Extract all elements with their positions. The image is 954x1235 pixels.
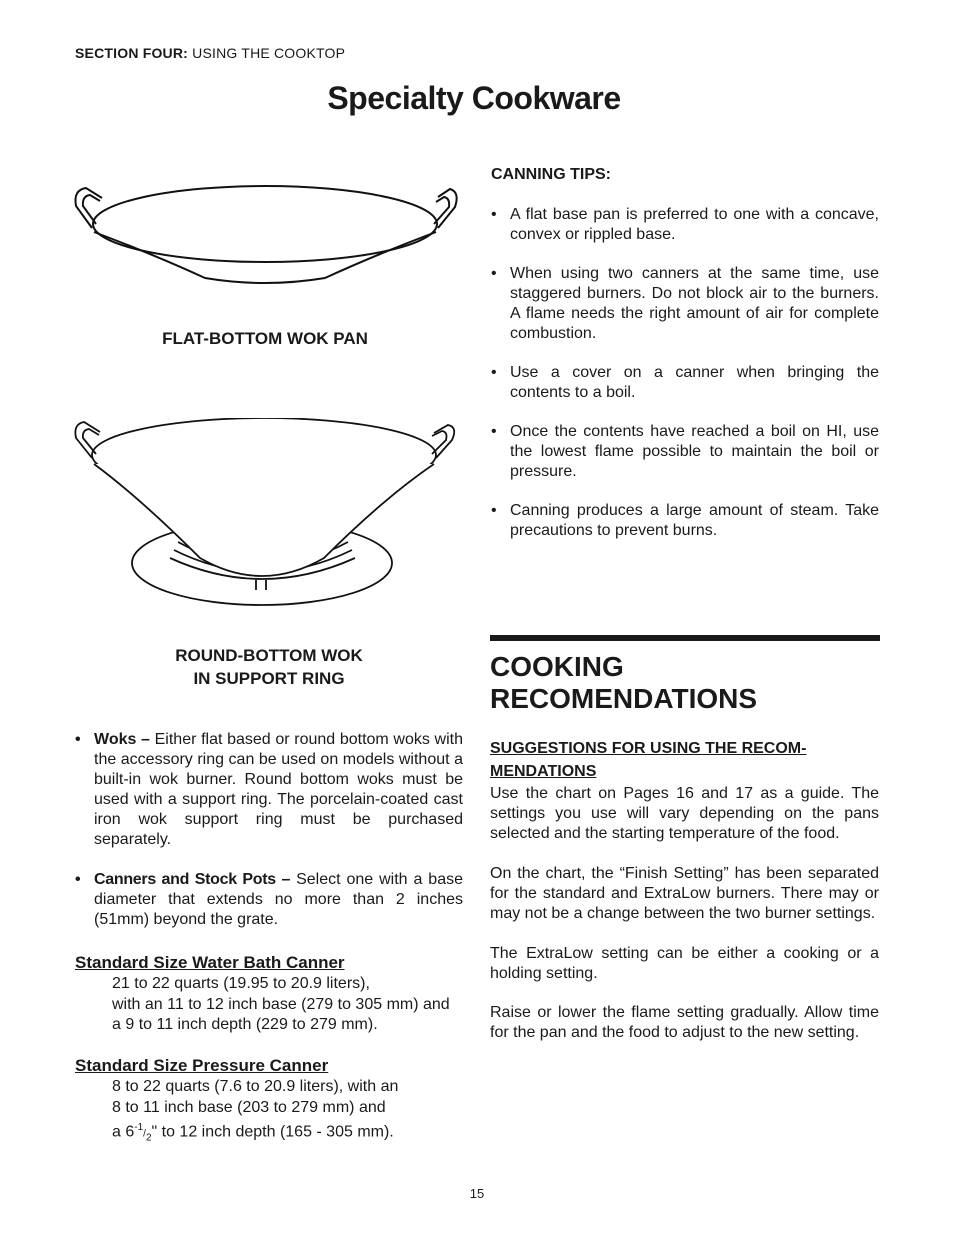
spec-text: a 6 <box>112 1123 135 1141</box>
suggestions-heading <box>490 737 806 783</box>
heading-line: MENDATIONS <box>490 763 597 780</box>
canning-tips-list <box>491 205 879 541</box>
canning-tips-heading: CANNING TIPS: <box>491 166 611 183</box>
round-bottom-wok-illustration <box>70 418 470 608</box>
cookware-bullet-list <box>75 730 463 930</box>
bullet-text: Either flat based or round bottom woks with the accessory ring can be used on models without a built-in wok burner. Round bottom woks must be used with a support ring. The porcelain-coated cast iron wok support ring must be purchased separately. <box>94 731 463 848</box>
list-item: • A flat base pan is preferred to one with a concave, convex or rippled base. <box>491 205 879 245</box>
spec-line: 8 to 11 inch base (203 to 279 mm) and <box>112 1098 386 1116</box>
spec-line: a 9 to 11 inch depth (229 to 279 mm). <box>112 1016 378 1033</box>
paragraph: Raise or lower the flame setting gradually. Allow time for the pan and the food to adjust to the new setting. <box>490 1004 879 1041</box>
section-divider <box>490 635 880 641</box>
title-line: RECOMENDATIONS <box>490 683 758 714</box>
spec-line: 21 to 22 quarts (19.95 to 20.9 liters), <box>112 975 370 992</box>
list-item <box>75 870 463 930</box>
bullet-lead: Woks – <box>94 731 150 748</box>
paragraph: Use the chart on Pages 16 and 17 as a guide. The settings you use will vary depending on the pans selected and the starting temperature of the food. <box>490 785 879 842</box>
spec-line: with an 11 to 12 inch base (279 to 305 mm) and <box>112 995 450 1013</box>
flat-bottom-wok-illustration <box>70 180 470 290</box>
bullet-lead: Canners and Stock Pots – <box>94 871 291 888</box>
list-item: • Once the contents have reached a boil on HI, use the lowest flame possible to maintain the boil or pressure. <box>491 422 879 482</box>
list-item <box>75 730 463 850</box>
section-header <box>75 45 345 61</box>
recommendations-body <box>490 784 879 1043</box>
round-wok-caption-line1: ROUND-BOTTOM WOK <box>175 646 363 665</box>
spec-text: " to 12 inch depth (165 - 305 mm). <box>151 1123 394 1141</box>
flat-wok-caption: FLAT-BOTTOM WOK PAN <box>162 329 368 348</box>
round-wok-caption <box>120 644 418 690</box>
round-wok-caption-line2: IN SUPPORT RING <box>193 669 345 688</box>
page-number: 15 <box>469 1186 485 1201</box>
pressure-canner-specs <box>112 1077 472 1149</box>
page-title: Specialty Cookware <box>327 80 621 116</box>
fraction-slash: / <box>143 1128 146 1140</box>
spec-line <box>112 1118 472 1149</box>
fraction-numerator: -1 <box>134 1122 144 1133</box>
section-name: USING THE COOKTOP <box>188 45 346 61</box>
list-item: • Use a cover on a canner when bringing the contents to a boil. <box>491 363 879 403</box>
bullet-text: Select one with a base diameter that extends no more than 2 inches (51mm) beyond the grate. <box>94 871 463 928</box>
list-item: • Canning produces a large amount of steam. Take precautions to prevent burns. <box>491 501 879 541</box>
list-item: • When using two canners at the same time, use staggered burners. Do not block air to the burners. A flame needs the right amount of air for complete combustion. <box>491 264 879 344</box>
section-label: SECTION FOUR: <box>75 45 189 61</box>
heading-line: SUGGESTIONS FOR USING THE RECOM- <box>490 740 807 757</box>
paragraph: On the chart, the “Finish Setting” has been separated for the standard and ExtraLow burners. There may or may not be a change between the two burner settings. <box>490 865 879 922</box>
water-bath-specs <box>112 974 472 1036</box>
title-line: COOKING <box>490 651 624 682</box>
fraction-denominator: 2 <box>145 1132 152 1144</box>
paragraph: The ExtraLow setting can be either a cooking or a holding setting. <box>490 945 879 982</box>
pressure-canner-heading: Standard Size Pressure Canner <box>75 1056 329 1075</box>
cooking-recommendations-title <box>490 651 757 715</box>
spec-line: 8 to 22 quarts (7.6 to 20.9 liters), with an <box>112 1078 399 1095</box>
water-bath-heading: Standard Size Water Bath Canner <box>75 953 345 972</box>
